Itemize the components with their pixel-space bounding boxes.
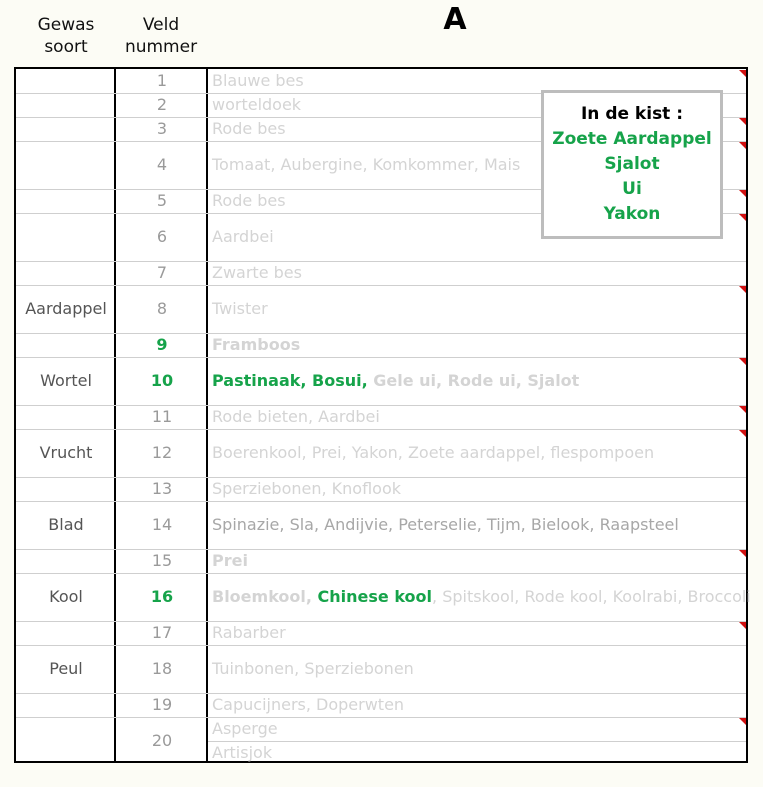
comment-marker-icon[interactable] bbox=[739, 430, 746, 437]
field-number: 7 bbox=[156, 263, 168, 282]
comment-marker-icon[interactable] bbox=[739, 406, 746, 413]
crop-segment: Zwarte bes bbox=[212, 263, 302, 282]
crop-segment: Gele ui, Rode ui, Sjalot bbox=[373, 371, 580, 390]
crop-segment: Pastinaak, Bosui, bbox=[212, 371, 374, 390]
crop-text bbox=[212, 477, 401, 501]
crop-category: Kool bbox=[49, 587, 83, 606]
comment-marker-icon[interactable] bbox=[739, 214, 746, 221]
crop-text bbox=[212, 501, 679, 549]
crop-text bbox=[212, 141, 520, 189]
field-number: 12 bbox=[151, 443, 173, 462]
comment-marker-icon[interactable] bbox=[739, 286, 746, 293]
kist-title: In de kist : bbox=[580, 104, 684, 124]
crop-text bbox=[212, 189, 286, 213]
crop-category: Peul bbox=[49, 659, 83, 678]
crop-segment: Rabarber bbox=[212, 623, 286, 642]
crop-segment: Prei bbox=[212, 551, 248, 570]
crop-category: Wortel bbox=[40, 371, 92, 390]
field-number: 18 bbox=[151, 659, 173, 678]
comment-marker-icon[interactable] bbox=[739, 718, 746, 725]
field-number: 5 bbox=[156, 191, 168, 210]
crop-segment: Tomaat, Aubergine, Komkommer, Mais bbox=[212, 155, 521, 174]
header-veld-nummer-text: Veld nummer bbox=[124, 15, 198, 57]
kist-item: Sjalot bbox=[604, 154, 660, 174]
field-number: 2 bbox=[156, 95, 168, 114]
crop-segment: Tuinbonen, Sperziebonen bbox=[212, 659, 414, 678]
comment-marker-icon[interactable] bbox=[739, 622, 746, 629]
crop-segment: worteldoek bbox=[212, 95, 302, 114]
kist-item: Yakon bbox=[603, 204, 661, 224]
crop-text bbox=[212, 117, 286, 141]
header-gewas-soort-text: Gewas soort bbox=[37, 15, 95, 57]
crop-segment: Spinazie, Sla, Andijvie, Peterselie, Tijm, Bielook, Raapsteel bbox=[212, 515, 679, 534]
kist-item: Ui bbox=[622, 179, 642, 199]
crop-segment: Capucijners, Doperwten bbox=[212, 695, 405, 714]
field-number: 3 bbox=[156, 119, 168, 138]
crop-text bbox=[212, 621, 286, 645]
field-number: 8 bbox=[156, 299, 168, 318]
crop-category: Aardappel bbox=[25, 299, 107, 318]
comment-marker-icon[interactable] bbox=[739, 550, 746, 557]
comment-marker-icon[interactable] bbox=[739, 118, 746, 125]
field-number: 19 bbox=[151, 695, 173, 714]
field-number: 9 bbox=[156, 335, 168, 354]
crop-text bbox=[212, 333, 300, 357]
crop-text bbox=[212, 93, 301, 117]
crop-category: Vrucht bbox=[39, 443, 93, 462]
field-number: 17 bbox=[151, 623, 173, 642]
crop-text: Artisjok bbox=[212, 743, 273, 762]
crop-text bbox=[212, 261, 302, 285]
crop-segment: Aardbei bbox=[212, 227, 274, 246]
field-number: 4 bbox=[156, 155, 168, 174]
comment-marker-icon[interactable] bbox=[739, 142, 746, 149]
comment-marker-icon[interactable] bbox=[739, 70, 746, 77]
crop-segment: Framboos bbox=[212, 335, 301, 354]
crop-text bbox=[212, 429, 654, 477]
field-number: 10 bbox=[150, 371, 174, 390]
crop-segment: Chinese kool bbox=[317, 587, 433, 606]
crop-category: Blad bbox=[48, 515, 84, 534]
crop-text bbox=[212, 549, 248, 573]
field-number: 13 bbox=[151, 479, 173, 498]
field-number: 14 bbox=[151, 515, 173, 534]
crop-segment: Twister bbox=[212, 299, 268, 318]
comment-marker-icon[interactable] bbox=[739, 190, 746, 197]
crop-segment: Sperziebonen, Knoflook bbox=[212, 479, 402, 498]
crop-text bbox=[212, 69, 304, 93]
header-veld-nummer bbox=[118, 14, 204, 58]
crop-segment: Bloemkool, bbox=[212, 587, 318, 606]
crop-segment: Boerenkool, Prei, Yakon, Zoete aardappel, flespompoen bbox=[212, 443, 655, 462]
header-gewas-soort bbox=[26, 14, 106, 58]
row-separator bbox=[208, 741, 746, 742]
crop-text bbox=[212, 645, 414, 693]
crop-text bbox=[212, 573, 751, 621]
crop-text bbox=[212, 285, 268, 333]
crop-text bbox=[212, 405, 380, 429]
field-number: 16 bbox=[150, 587, 174, 606]
crop-text: Asperge bbox=[212, 719, 278, 738]
field-number: 1 bbox=[156, 71, 168, 90]
field-number: 11 bbox=[151, 407, 173, 426]
kist-box bbox=[541, 90, 723, 239]
field-number: 20 bbox=[151, 731, 173, 750]
field-number: 6 bbox=[156, 227, 168, 246]
crop-text bbox=[212, 213, 274, 261]
page-title: A bbox=[443, 2, 467, 37]
kist-item: Zoete Aardappel bbox=[552, 129, 712, 149]
crop-segment: Rode bes bbox=[212, 119, 286, 138]
crop-text bbox=[212, 693, 404, 717]
crop-segment: Rode bes bbox=[212, 191, 286, 210]
crop-text bbox=[212, 357, 579, 405]
crop-segment: , Spitskool, Rode kool, Koolrabi, Broccoli bbox=[432, 587, 751, 606]
comment-marker-icon[interactable] bbox=[739, 358, 746, 365]
crop-segment: Blauwe bes bbox=[212, 71, 304, 90]
field-number: 15 bbox=[151, 551, 173, 570]
crop-segment: Rode bieten, Aardbei bbox=[212, 407, 380, 426]
